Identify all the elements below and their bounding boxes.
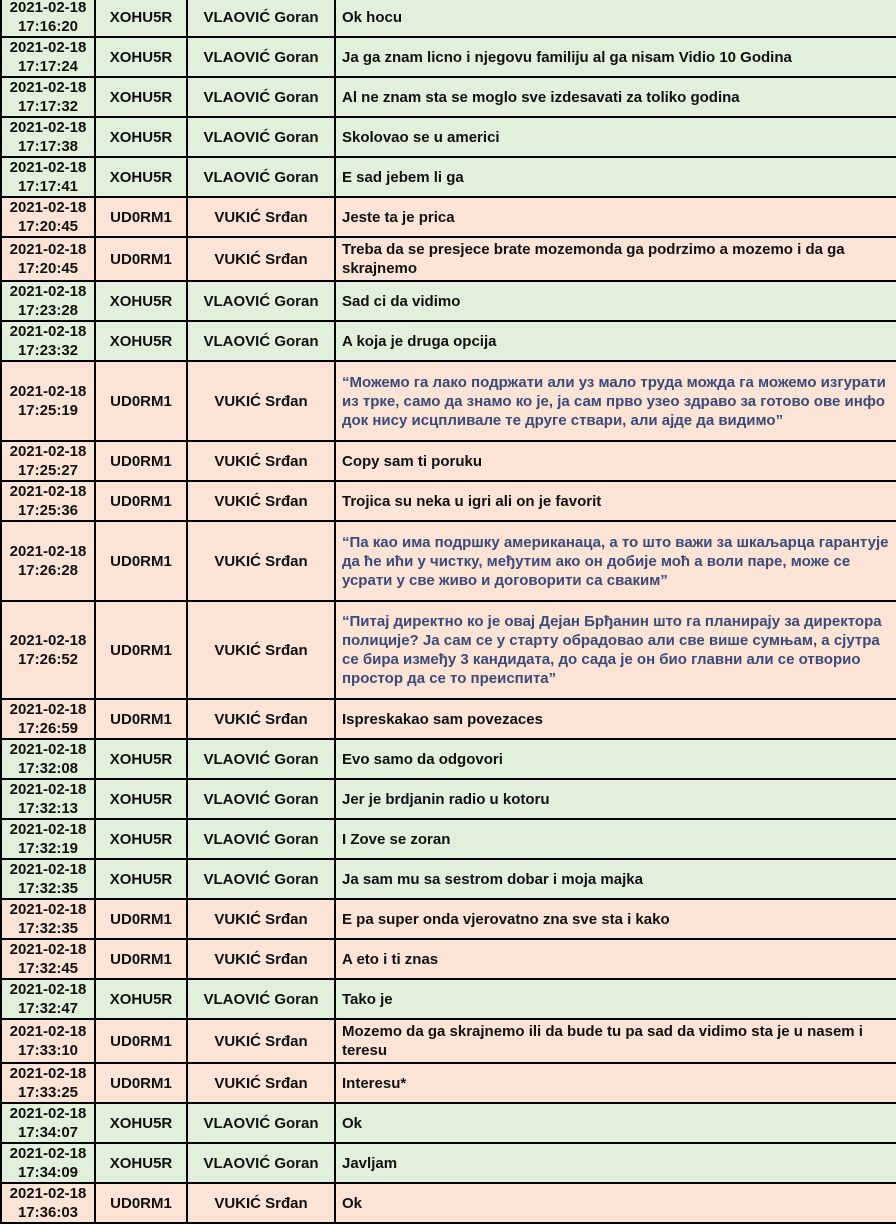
time-text: 17:25:19: [17, 402, 79, 419]
message-text-cell: Evo samo da odgovori: [335, 739, 896, 779]
time-text: 17:26:59: [17, 720, 79, 737]
sender-name-cell: VUKIĆ Srđan: [187, 699, 335, 739]
timestamp-cell: [1, 0, 95, 37]
message-text-cell: Skolovao se u americi: [335, 117, 896, 157]
time-text: 17:33:25: [17, 1084, 79, 1101]
timestamp-cell: [1, 1063, 95, 1103]
date-text: 2021-02-18: [9, 1023, 87, 1040]
timestamp-cell: [1, 321, 95, 361]
message-text-cell: A eto i ti znas: [335, 939, 896, 979]
date-text: 2021-02-18: [9, 901, 87, 918]
date-text: 2021-02-18: [9, 741, 87, 758]
timestamp-cell: [1, 1183, 95, 1223]
sender-name-cell: VLAOVIĆ Goran: [187, 1103, 335, 1143]
sender-name-cell: VUKIĆ Srđan: [187, 197, 335, 237]
date-text: 2021-02-18: [9, 159, 87, 176]
message-text-cell: A koja je druga opcija: [335, 321, 896, 361]
user-id-cell: UD0RM1: [95, 1183, 187, 1223]
date-text: 2021-02-18: [9, 1105, 87, 1122]
timestamp-cell: [1, 899, 95, 939]
timestamp-cell: [1, 481, 95, 521]
timestamp-cell: [1, 441, 95, 481]
message-text-cell: Al ne znam sta se moglo sve izdesavati za toliko godina: [335, 77, 896, 117]
sender-name-cell: VUKIĆ Srđan: [187, 361, 335, 441]
timestamp-cell: [1, 699, 95, 739]
message-text-cell: Javljam: [335, 1143, 896, 1183]
time-text: 17:17:24: [17, 58, 79, 75]
timestamp-cell: [1, 117, 95, 157]
time-text: 17:32:08: [17, 760, 79, 777]
time-text: 17:36:03: [17, 1204, 79, 1221]
date-text: 2021-02-18: [9, 632, 87, 649]
timestamp-cell: [1, 1143, 95, 1183]
timestamp-cell: [1, 77, 95, 117]
message-log-body: [1, 0, 896, 1223]
date-text: 2021-02-18: [9, 241, 87, 258]
sender-name-cell: VUKIĆ Srđan: [187, 1063, 335, 1103]
message-text-cell: I Zove se zoran: [335, 819, 896, 859]
date-text: 2021-02-18: [9, 443, 87, 460]
date-text: 2021-02-18: [9, 283, 87, 300]
user-id-cell: UD0RM1: [95, 197, 187, 237]
date-text: 2021-02-18: [9, 701, 87, 718]
timestamp-cell: [1, 819, 95, 859]
user-id-cell: UD0RM1: [95, 601, 187, 699]
date-text: 2021-02-18: [9, 1145, 87, 1162]
sender-name-cell: VLAOVIĆ Goran: [187, 37, 335, 77]
message-text-cell: Trojica su neka u igri ali on je favorit: [335, 481, 896, 521]
sender-name-cell: VLAOVIĆ Goran: [187, 819, 335, 859]
date-text: 2021-02-18: [9, 543, 87, 560]
timestamp-cell: [1, 1019, 95, 1063]
timestamp-cell: [1, 521, 95, 601]
message-text-cell: Ok hocu: [335, 0, 896, 37]
time-text: 17:25:36: [17, 502, 79, 519]
user-id-cell: XOHU5R: [95, 979, 187, 1019]
sender-name-cell: VUKIĆ Srđan: [187, 899, 335, 939]
user-id-cell: UD0RM1: [95, 441, 187, 481]
timestamp-cell: [1, 979, 95, 1019]
time-text: 17:17:38: [17, 138, 79, 155]
message-text-cell: Ispreskakao sam povezaces: [335, 699, 896, 739]
user-id-cell: UD0RM1: [95, 521, 187, 601]
sender-name-cell: VLAOVIĆ Goran: [187, 281, 335, 321]
message-text-cell: Mozemo da ga skrajnemo ili da bude tu pa sad da vidimo sta je u nasem i teresu: [335, 1019, 896, 1063]
date-text: 2021-02-18: [9, 1185, 87, 1202]
date-text: 2021-02-18: [9, 981, 87, 998]
message-text-cell: Ok: [335, 1103, 896, 1143]
user-id-cell: XOHU5R: [95, 779, 187, 819]
timestamp-cell: [1, 739, 95, 779]
sender-name-cell: VUKIĆ Srđan: [187, 481, 335, 521]
sender-name-cell: VLAOVIĆ Goran: [187, 157, 335, 197]
timestamp-cell: [1, 859, 95, 899]
time-text: 17:17:41: [17, 178, 79, 195]
date-text: 2021-02-18: [9, 0, 87, 16]
timestamp-cell: [1, 601, 95, 699]
time-text: 17:34:09: [17, 1164, 79, 1181]
user-id-cell: XOHU5R: [95, 0, 187, 37]
sender-name-cell: VLAOVIĆ Goran: [187, 117, 335, 157]
user-id-cell: XOHU5R: [95, 819, 187, 859]
time-text: 17:32:13: [17, 800, 79, 817]
quoted-message-text-cell: “Питај директно ко је овај Дејан Брђанин што га планирају за директора полиције? Ја сам се у старту обрадовао али све више сумњам, а сјутра се бира између 3 кандидата, до сада је он био главни али се отворио простор да се то преиспита”: [335, 601, 896, 699]
date-text: 2021-02-18: [9, 79, 87, 96]
message-text-cell: Ja sam mu sa sestrom dobar i moja majka: [335, 859, 896, 899]
user-id-cell: UD0RM1: [95, 361, 187, 441]
message-text-cell: Sad ci da vidimo: [335, 281, 896, 321]
date-text: 2021-02-18: [9, 861, 87, 878]
user-id-cell: UD0RM1: [95, 939, 187, 979]
date-text: 2021-02-18: [9, 383, 87, 400]
time-text: 17:26:28: [17, 562, 79, 579]
message-text-cell: Interesu*: [335, 1063, 896, 1103]
timestamp-cell: [1, 779, 95, 819]
sender-name-cell: VLAOVIĆ Goran: [187, 1143, 335, 1183]
sender-name-cell: VLAOVIĆ Goran: [187, 979, 335, 1019]
user-id-cell: XOHU5R: [95, 1103, 187, 1143]
message-text-cell: Copy sam ti poruku: [335, 441, 896, 481]
date-text: 2021-02-18: [9, 1065, 87, 1082]
timestamp-cell: [1, 197, 95, 237]
date-text: 2021-02-18: [9, 483, 87, 500]
sender-name-cell: VUKIĆ Srđan: [187, 1019, 335, 1063]
time-text: 17:23:28: [17, 302, 79, 319]
sender-name-cell: VUKIĆ Srđan: [187, 939, 335, 979]
message-text-cell: Treba da se presjece brate mozemonda ga podrzimo a mozemo i da ga skrajnemo: [335, 237, 896, 281]
sender-name-cell: VUKIĆ Srđan: [187, 237, 335, 281]
time-text: 17:26:52: [17, 651, 79, 668]
user-id-cell: XOHU5R: [95, 157, 187, 197]
message-text-cell: Jer je brdjanin radio u kotoru: [335, 779, 896, 819]
time-text: 17:32:35: [17, 920, 79, 937]
timestamp-cell: [1, 157, 95, 197]
message-text-cell: Ja ga znam licno i njegovu familiju al ga nisam Vidio 10 Godina: [335, 37, 896, 77]
sender-name-cell: VLAOVIĆ Goran: [187, 739, 335, 779]
sender-name-cell: VUKIĆ Srđan: [187, 521, 335, 601]
user-id-cell: XOHU5R: [95, 117, 187, 157]
user-id-cell: UD0RM1: [95, 481, 187, 521]
date-text: 2021-02-18: [9, 941, 87, 958]
timestamp-cell: [1, 37, 95, 77]
user-id-cell: UD0RM1: [95, 1063, 187, 1103]
time-text: 17:20:45: [17, 218, 79, 235]
date-text: 2021-02-18: [9, 821, 87, 838]
user-id-cell: XOHU5R: [95, 37, 187, 77]
sender-name-cell: VLAOVIĆ Goran: [187, 859, 335, 899]
sender-name-cell: VLAOVIĆ Goran: [187, 0, 335, 37]
timestamp-cell: [1, 939, 95, 979]
time-text: 17:32:35: [17, 880, 79, 897]
sender-name-cell: VLAOVIĆ Goran: [187, 779, 335, 819]
timestamp-cell: [1, 361, 95, 441]
message-text-cell: Tako je: [335, 979, 896, 1019]
time-text: 17:23:32: [17, 342, 79, 359]
sender-name-cell: VLAOVIĆ Goran: [187, 321, 335, 361]
sender-name-cell: VUKIĆ Srđan: [187, 1183, 335, 1223]
sender-name-cell: VLAOVIĆ Goran: [187, 77, 335, 117]
message-text-cell: Jeste ta je prica: [335, 197, 896, 237]
time-text: 17:32:45: [17, 960, 79, 977]
timestamp-cell: [1, 1103, 95, 1143]
time-text: 17:20:45: [17, 260, 79, 277]
message-text-cell: E pa super onda vjerovatno zna sve sta i kako: [335, 899, 896, 939]
time-text: 17:32:47: [17, 1000, 79, 1017]
user-id-cell: UD0RM1: [95, 1019, 187, 1063]
date-text: 2021-02-18: [9, 119, 87, 136]
time-text: 17:16:20: [17, 18, 79, 35]
timestamp-cell: [1, 237, 95, 281]
time-text: 17:32:19: [17, 840, 79, 857]
user-id-cell: XOHU5R: [95, 77, 187, 117]
date-text: 2021-02-18: [9, 199, 87, 216]
user-id-cell: XOHU5R: [95, 859, 187, 899]
user-id-cell: UD0RM1: [95, 899, 187, 939]
user-id-cell: UD0RM1: [95, 699, 187, 739]
user-id-cell: XOHU5R: [95, 1143, 187, 1183]
sender-name-cell: VUKIĆ Srđan: [187, 441, 335, 481]
date-text: 2021-02-18: [9, 781, 87, 798]
timestamp-cell: [1, 281, 95, 321]
time-text: 17:34:07: [17, 1124, 79, 1141]
time-text: 17:25:27: [17, 462, 79, 479]
time-text: 17:17:32: [17, 98, 79, 115]
message-text-cell: Ok: [335, 1183, 896, 1223]
user-id-cell: XOHU5R: [95, 321, 187, 361]
quoted-message-text-cell: “Па као има подршку американаца, а то што важи за шкаљарца гарантује да ће ићи у чистку, међутим ако он добије моћ а воли паре, може се усрати у све живо и договорити са сваким”: [335, 521, 896, 601]
user-id-cell: XOHU5R: [95, 739, 187, 779]
date-text: 2021-02-18: [9, 39, 87, 56]
sender-name-cell: VUKIĆ Srđan: [187, 601, 335, 699]
quoted-message-text-cell: “Можемо га лако подржати али уз мало труда можда га можемо изгурати из трке, само да знамо ко је, ја сам прво узео здраво за готово ове инфо док нису исцпливале те друге ствари, али ајде да видимо”: [335, 361, 896, 441]
user-id-cell: XOHU5R: [95, 281, 187, 321]
user-id-cell: UD0RM1: [95, 237, 187, 281]
time-text: 17:33:10: [17, 1042, 79, 1059]
date-text: 2021-02-18: [9, 323, 87, 340]
message-text-cell: E sad jebem li ga: [335, 157, 896, 197]
